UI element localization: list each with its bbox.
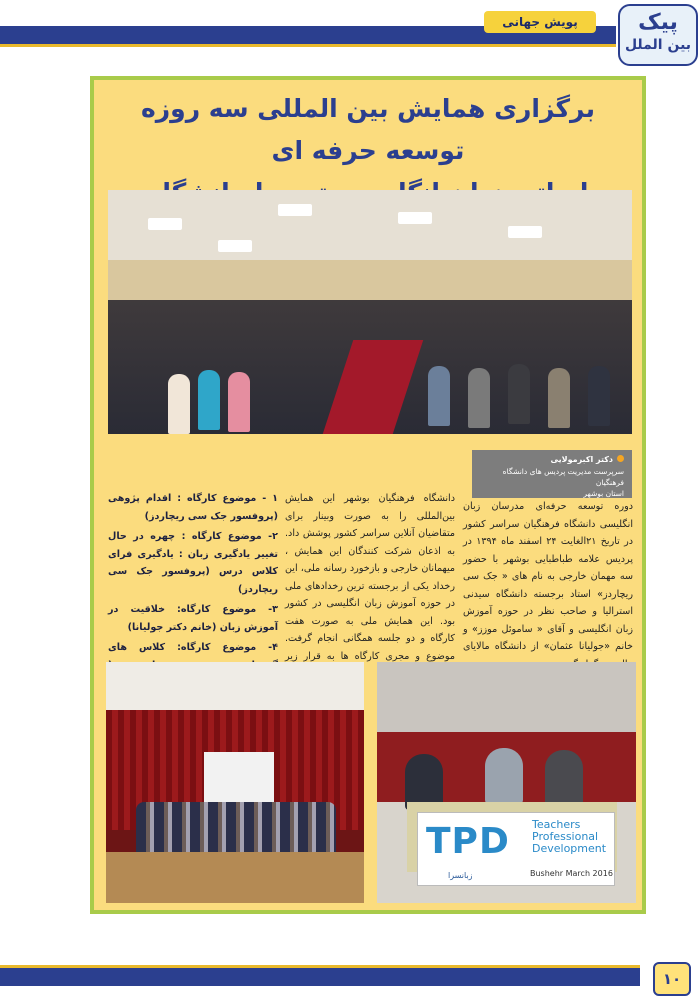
title-line-1: برگزاری همایش بین المللی سه روزه توسعه حرفه ای <box>141 94 595 165</box>
footer-band <box>0 968 640 986</box>
article-column-1: دوره توسعه حرفه‌ای مدرسان زبان انگلیسی دانشگاه فرهنگیان سراسر کشور در تاریخ ۲۱الغایت ۲۴ اسفند ماه ۱۳۹۴ در پردیس علامه طباطبایی بوشهر با حضور سه مهمان خارجی به نام های « جک سی ریچاردز» استاد برجسته دانشگاه سیدنی استرالیا و صاحب نظر در حوزه آموزش زبان انگلیسی و آقای « ساموئل موزز» و خانم «جولیانا عثمان» از دانشگاه مالایای <box>463 501 634 652</box>
tpd-banner <box>417 812 615 886</box>
ceiling-light <box>398 212 432 224</box>
speaker <box>545 750 583 806</box>
audience-member <box>588 366 610 426</box>
section-label: پویش جهانی <box>484 11 596 33</box>
ceiling-light <box>278 204 312 216</box>
article-column-2: دانشگاه فرهنگیان بوشهر این همایش بین‌المللی را به صورت وبینار برای متقاضیان آنلاین سراسر کشور پوشش داد. به اذعان شرکت کنندگان این همایش ، میهمانان خارجی و بازخورد رسانه ملی، این رخداد یکی از برجسته ترین رخدادهای ملی در حوزه آموزش زبان انگلیسی در کشور بود. این همایش ملی به صورت هفت کارگاه و دو جلسه همگانی انجام گرفت. موضوع و مجری کارگاه ها به قرار زیر <box>285 493 455 662</box>
ceiling-light <box>148 218 182 230</box>
page-number: ۱۰ <box>653 962 691 996</box>
workshop-item: ۴- موضوع کارگاه: کلاس های <box>108 642 278 653</box>
banner-location-date: Bushehr March 2016 <box>530 869 613 878</box>
banner-words <box>532 819 606 855</box>
audience-member <box>428 366 450 426</box>
banner-word: Development <box>532 842 607 855</box>
projection-screen <box>204 752 274 802</box>
caption-name: دکتر اکبرمولایی <box>550 455 613 464</box>
bullet-icon <box>617 455 624 462</box>
photo-caption <box>472 450 632 498</box>
photo-group <box>136 802 336 857</box>
panel-speakers-photo <box>377 662 636 903</box>
speaker <box>485 748 523 804</box>
audience-member <box>228 372 250 432</box>
stage-group-photo <box>106 662 364 903</box>
ceiling-light <box>508 226 542 238</box>
audience-member <box>168 374 190 434</box>
banner-word: Professional <box>532 830 599 843</box>
workshop-item: ۳- موضوع کارگاه: خلاقیت در آموزش زبان (خانم دکتر جولیانا) <box>108 604 278 633</box>
banner-acronym: TPD <box>426 821 510 862</box>
ceiling-light <box>218 240 252 252</box>
stage-floor <box>106 852 364 903</box>
banner-word: Teachers <box>532 818 581 831</box>
magazine-logo <box>618 4 698 66</box>
workshop-item: ۲- موضوع کارگاه : چهره در حال تغییر یادگیری زبان : یادگیری فرای کلاس درس (پروفسور جک سی ریچاردز) <box>108 531 278 595</box>
audience-member <box>468 368 490 428</box>
caption-role-line-2: استان بوشهر <box>583 489 624 498</box>
workshop-item: ۱ - موضوع کارگاه : اقدام پژوهی (پروفسور جک سی ریچاردز) <box>108 493 278 522</box>
audience-member <box>508 364 530 424</box>
audience-member <box>198 370 220 430</box>
photo-ceiling <box>106 662 364 710</box>
auditorium-photo <box>108 190 632 434</box>
logo-line-2: بین الملل <box>624 37 692 53</box>
logo-line-1: پیک <box>638 10 678 35</box>
caption-role-line-1: سرپرست مدیریت پردیس های دانشگاه فرهنگیان <box>502 467 624 487</box>
audience-member <box>548 368 570 428</box>
header-stripe <box>0 44 616 47</box>
banner-org: زبانسرا <box>448 871 473 880</box>
